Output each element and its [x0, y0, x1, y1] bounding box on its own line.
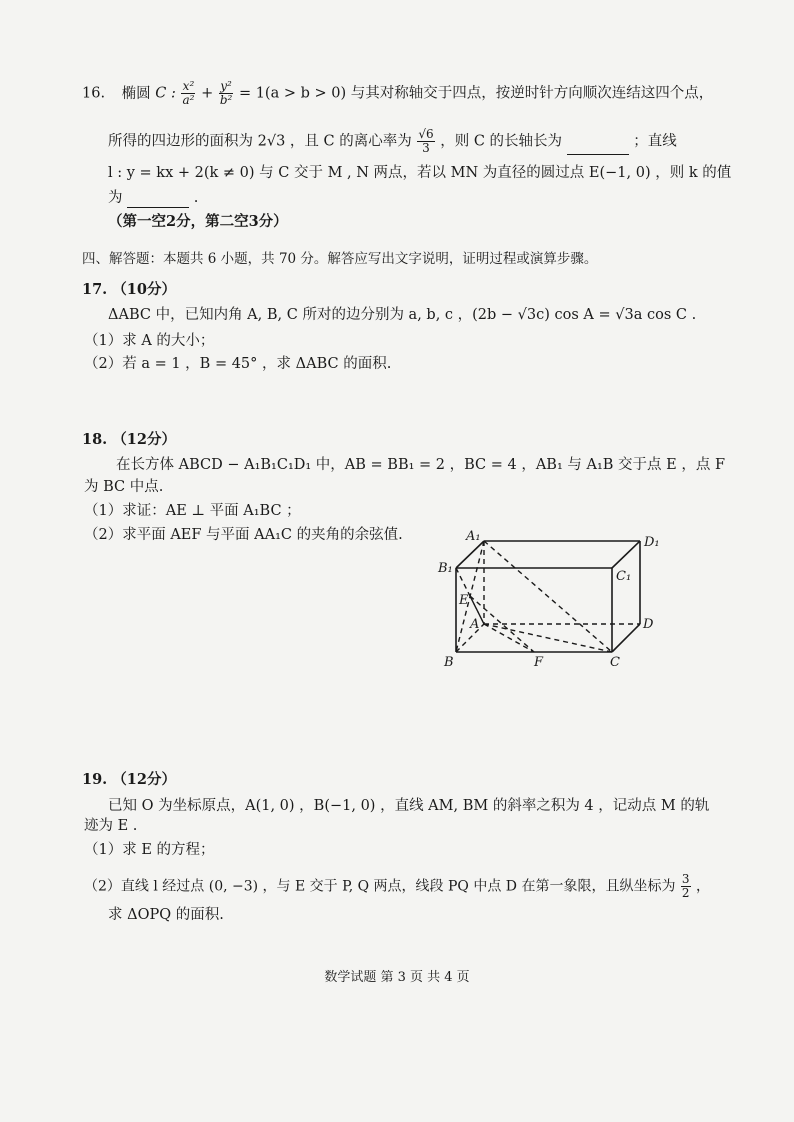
label-C: C — [610, 655, 620, 670]
page-footer: 数学试题 第 3 页 共 4 页 — [324, 970, 470, 985]
q17-heading: 17. （10分） — [82, 281, 176, 298]
q16-answer-blank-2[interactable] — [127, 193, 189, 208]
q16-score-note: （第一空2分，第二空3分） — [108, 213, 288, 230]
q16-answer-blank-1[interactable] — [567, 140, 629, 155]
segment-A-C — [484, 624, 612, 652]
q18-stem-line2: 为 BC 中点. — [84, 479, 164, 495]
label-F: F — [534, 655, 544, 670]
q19-heading: 19. （12分） — [82, 771, 176, 788]
label-B: B — [444, 655, 454, 670]
q18-part1: （1）求证：AE ⊥ 平面 A₁BC ； — [84, 503, 301, 519]
q18-part2: （2）求平面 AEF 与平面 AA₁C 的夹角的余弦值. — [84, 527, 403, 543]
q16-line1: 16. 椭圆 C : $\frac{\text{x²}}{\text{a²}}$ + $\frac{\text{y²}}{\text{b²}}$ = 1(a > b > 0) 与其对称轴交于四点，按逆时针方向顺次连结这四个点， — [82, 79, 714, 107]
section-heading: 四、解答题：本题共 6 小题，共 70 分。解答应写出文字说明，证明过程或演算步骤。 — [82, 251, 598, 267]
q16-line2: 所得的四边形的面积为 2√3 ，且 C 的离心率为 $\frac{√6}{3}$ ，则 C 的长轴长为 ；直线 — [108, 127, 677, 155]
q16-fraction-eccentricity: $\frac{√6}{3}$ — [418, 127, 434, 155]
q17-part1: （1）求 A 的大小； — [84, 333, 215, 349]
label-A1: A₁ — [466, 529, 481, 544]
q16-line4: 为 . — [108, 190, 199, 206]
label-B1: B₁ — [438, 561, 453, 576]
q17-stem: ΔABC 中，已知内角 A, B, C 所对的边分别为 a, b, c ，(2b − √3c) cos A = √3a cos C . — [108, 307, 697, 323]
q18-stem-line1: 在长方体 ABCD − A₁B₁C₁D₁ 中，AB = BB₁ = 2 ，BC = 4 ，AB₁ 与 A₁B 交于点 E ，点 F — [116, 457, 726, 473]
q16-fraction-y: $\frac{\text{y²}}{\text{b²}}$ — [219, 79, 233, 107]
label-C1: C₁ — [616, 569, 632, 584]
edge-C1-D1 — [612, 541, 640, 568]
q16-number: 16. — [82, 85, 106, 102]
q19-stem-line2: 迹为 E . — [84, 818, 138, 834]
segment-A-F — [484, 624, 534, 652]
edge-C-D — [612, 624, 640, 652]
q19-part2: （2）直线 l 经过点 (0, −3) ，与 E 交于 P, Q 两点，线段 PQ 中点 D 在第一象限，且纵坐标为 $\frac{3}{2}$ ， — [84, 872, 711, 900]
label-A: A — [470, 617, 480, 632]
label-D: D — [643, 617, 654, 632]
edge-B1-A1 — [456, 541, 484, 568]
label-E: E — [459, 593, 469, 608]
q19-stem-line1: 已知 O 为坐标原点，A(1, 0) ，B(−1, 0) ，直线 AM, BM 的斜率之积为 4 ，记动点 M 的轨 — [108, 798, 710, 814]
q17-part2: （2）若 a = 1 ，B = 45° ，求 ΔABC 的面积. — [84, 356, 392, 372]
q19-part1: （1）求 E 的方程； — [84, 842, 215, 858]
q19-fraction: $\frac{3}{2}$ — [681, 872, 690, 900]
q18-heading: 18. （12分） — [82, 431, 176, 448]
label-D1: D₁ — [644, 535, 660, 550]
q19-part2-cont: 求 ΔOPQ 的面积. — [108, 907, 224, 923]
q16-line3: l : y = kx + 2(k ≠ 0) 与 C 交于 M , N 两点，若以 MN 为直径的圆过点 E(−1, 0) ，则 k 的值 — [108, 165, 732, 181]
q16-fraction-x: $\frac{\text{x²}}{\text{a²}}$ — [182, 79, 195, 107]
q18-cuboid-figure — [430, 520, 680, 680]
